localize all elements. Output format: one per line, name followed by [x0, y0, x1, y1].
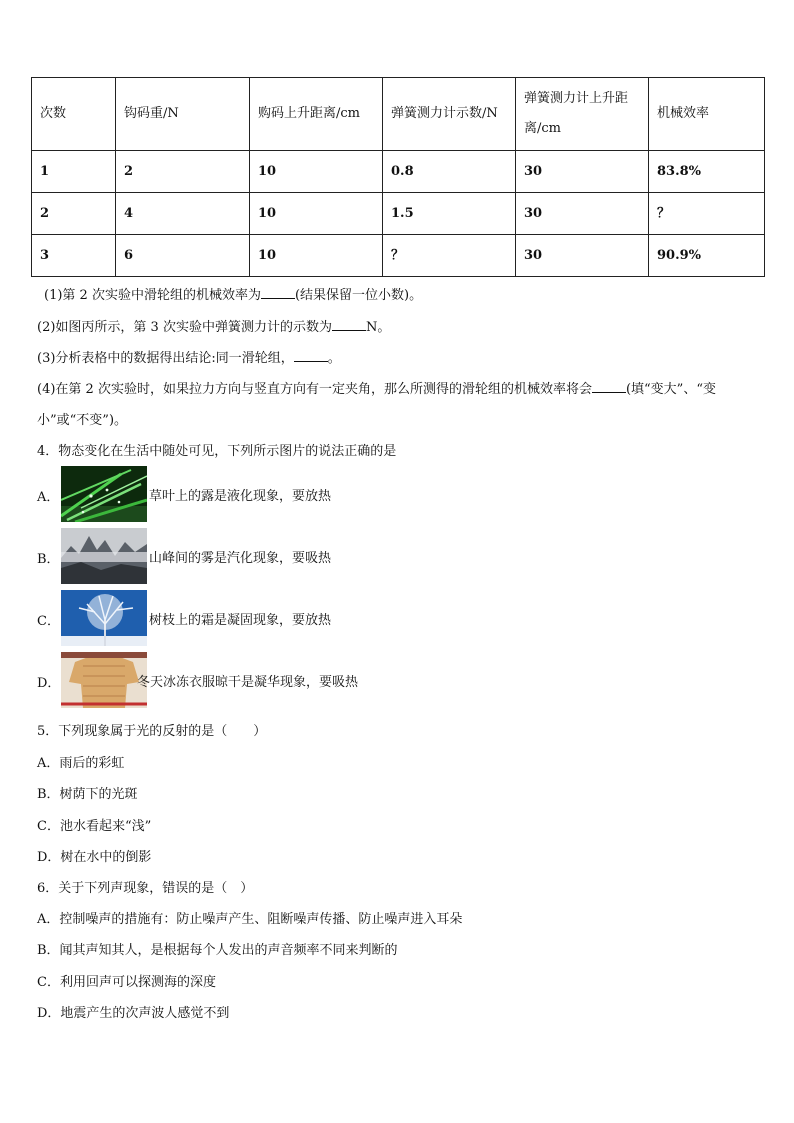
option-text: 草叶上的露是液化现象，要放热	[149, 489, 332, 504]
subquestion-2-text: (2)如图丙所示，第 3 次实验中弹簧测力计的示数为	[37, 320, 332, 335]
subquestion-2	[37, 316, 390, 335]
answer-blank[interactable]	[261, 286, 295, 299]
header-cell: 购码上升距离/cm	[250, 78, 383, 151]
subquestion-4-line2: 小”或“不变”)。	[37, 413, 128, 428]
answer-blank[interactable]	[294, 349, 328, 362]
mountain-fog-image	[61, 528, 147, 584]
subquestion-4	[37, 378, 716, 397]
header-cell: 次数	[32, 78, 116, 151]
table-cell: 4	[116, 193, 250, 235]
option-letter: D．	[37, 676, 61, 691]
table-cell: 1	[32, 151, 116, 193]
option-b[interactable]: B．闻其声知其人，是根据每个人发出的声音频率不同来判断的	[37, 943, 398, 958]
table-cell: 2	[32, 193, 116, 235]
table-cell: 90.9%	[649, 235, 765, 277]
table-cell: 10	[250, 151, 383, 193]
dew-on-grass-image	[61, 466, 147, 522]
subquestion-4-text: (4)在第 2 次实验时，如果拉力方向与竖直方向有一定夹角，那么所测得的滑轮组的机械效率将会	[37, 382, 592, 397]
option-text: 树枝上的霜是凝固现象，要放热	[149, 613, 332, 628]
table-cell: 30	[516, 151, 649, 193]
header-cell: 钩码重/N	[116, 78, 250, 151]
table-cell: 83.8%	[649, 151, 765, 193]
table-row	[32, 193, 765, 235]
option-c[interactable]: C．池水看起来“浅”	[37, 819, 152, 834]
option-letter: C．	[37, 614, 60, 629]
option-a[interactable]: A．控制噪声的措施有：防止噪声产生、阻断噪声传播、防止噪声进入耳朵	[37, 912, 463, 927]
table-cell: 6	[116, 235, 250, 277]
answer-blank[interactable]	[592, 380, 626, 393]
subquestion-3-text: (3)分析表格中的数据得出结论:同一滑轮组，	[37, 351, 294, 366]
option-d[interactable]: D．地震产生的次声波人感觉不到	[37, 1006, 230, 1021]
subquestion-1	[44, 284, 422, 303]
option-c[interactable]	[37, 590, 437, 648]
table-cell: 10	[250, 193, 383, 235]
table-cell: 2	[116, 151, 250, 193]
question-6-stem: 6．关于下列声现象，错误的是（ ）	[37, 881, 254, 896]
table-cell: 10	[250, 235, 383, 277]
option-b[interactable]: B．树荫下的光斑	[37, 787, 138, 802]
table-cell: ？	[649, 193, 765, 235]
frost-tree-image	[61, 590, 147, 646]
subquestion-4-tail: (填“变大”、“变	[625, 382, 716, 397]
subquestion-3	[37, 347, 341, 366]
question-5-stem: 5．下列现象属于光的反射的是（ ）	[37, 724, 267, 739]
header-cell: 机械效率	[649, 78, 765, 151]
frozen-clothes-image	[61, 652, 147, 708]
table-row	[32, 235, 765, 277]
table-header-row	[32, 78, 765, 151]
subquestion-2-tail: N。	[365, 320, 391, 335]
subquestion-1-tail: (结果保留一位小数)。	[294, 288, 423, 303]
table-cell: 30	[516, 235, 649, 277]
subquestion-3-tail: 。	[327, 351, 341, 366]
answer-blank[interactable]	[332, 318, 366, 331]
header-cell: 弹簧测力计示数/N	[383, 78, 516, 151]
option-text: 冬天冰冻衣服晾干是凝华现象，要吸热	[137, 675, 359, 690]
table-row	[32, 151, 765, 193]
option-letter: A．	[37, 490, 60, 505]
option-d[interactable]	[37, 652, 437, 710]
option-text: 山峰间的雾是汽化现象，要吸热	[149, 551, 332, 566]
table-cell: 0.8	[383, 151, 516, 193]
question-4-stem: 4．物态变化在生活中随处可见，下列所示图片的说法正确的是	[37, 444, 397, 459]
experiment-table	[31, 77, 765, 277]
table-cell: ？	[383, 235, 516, 277]
table-cell: 30	[516, 193, 649, 235]
option-letter: B．	[37, 552, 60, 567]
option-a[interactable]	[37, 466, 437, 524]
subquestion-1-text: (1)第 2 次实验中滑轮组的机械效率为	[44, 288, 261, 303]
option-a[interactable]: A．雨后的彩虹	[37, 756, 125, 771]
option-b[interactable]	[37, 528, 437, 586]
header-cell: 弹簧测力计上升距离/cm	[516, 78, 649, 151]
option-c[interactable]: C．利用回声可以探测海的深度	[37, 975, 216, 990]
table-cell: 3	[32, 235, 116, 277]
table-cell: 1.5	[383, 193, 516, 235]
option-d[interactable]: D．树在水中的倒影	[37, 850, 152, 865]
